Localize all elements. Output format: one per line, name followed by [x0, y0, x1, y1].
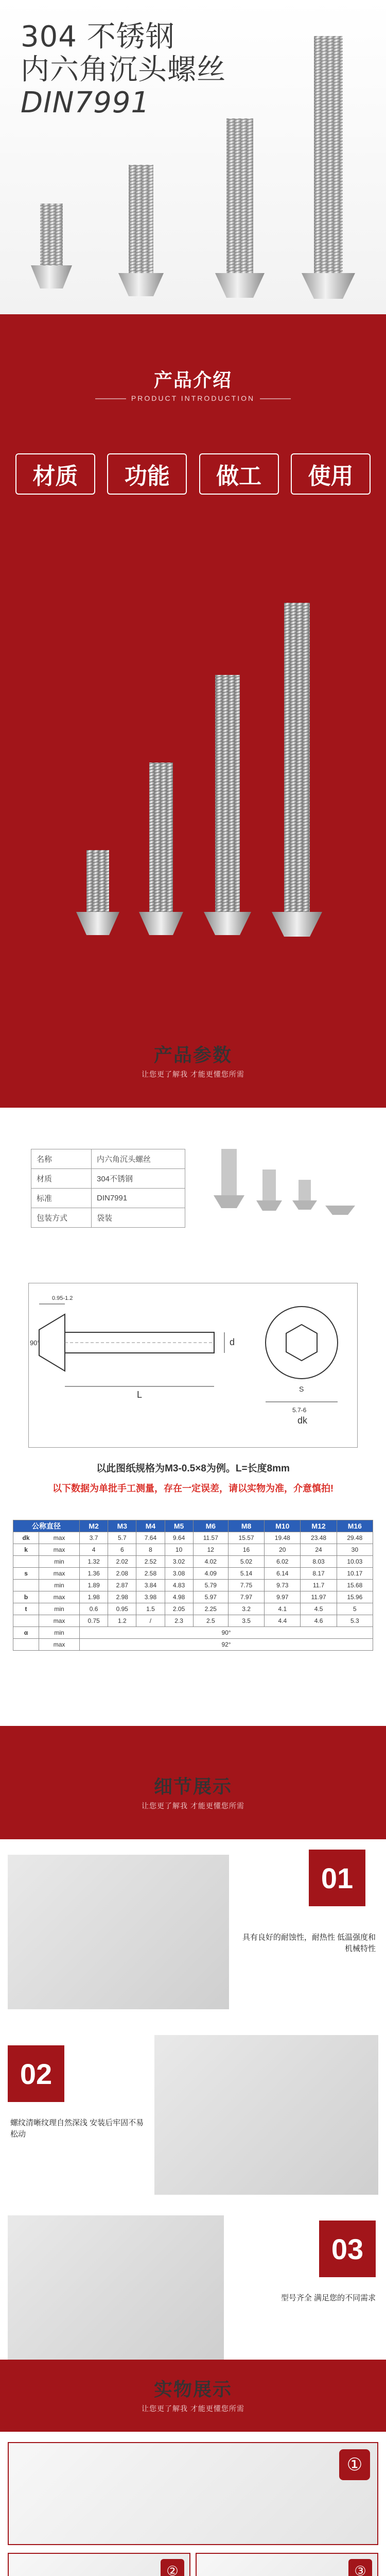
hero-line-3: DIN7991 [21, 86, 150, 120]
intro-section [0, 314, 386, 974]
detail-badge-2: 02 [8, 2045, 64, 2102]
spec-row: max 0.75 1.2 / 2.3 2.5 3.5 4.4 4.6 5.3 [13, 1615, 373, 1627]
real-photo-2 [8, 2553, 190, 2576]
details-title: 细节展示 [153, 1776, 232, 1797]
spec-row: min 1.89 2.87 3.84 4.83 5.79 7.75 9.73 11.7 15.68 [13, 1580, 373, 1591]
spec-table [13, 1520, 373, 1651]
real-section [0, 2360, 386, 2576]
detail-photo-2 [154, 2035, 378, 2195]
diagram-caption: 以此图纸规格为M3-0.5×8为例。L=长度8mm [96, 1463, 290, 1474]
screw-long-icon [215, 118, 265, 298]
spec-row: dk max 3.7 5.7 7.64 9.64 11.57 15.57 19.48 23.48 29.48 [13, 1532, 373, 1544]
detail-text-2: 螺纹清晰纹理自然深浅 安装后牢固不易松动 [10, 2119, 144, 2139]
hero-line-2: 内六角沉头螺丝 [21, 53, 226, 87]
info-row: 材质 304不锈钢 [31, 1169, 185, 1189]
spec-row: s max 1.36 2.08 2.58 3.08 4.09 5.14 6.14 8.17 10.17 [13, 1568, 373, 1580]
params-note: 让您更了解我 才能更懂您所需 [142, 1070, 244, 1078]
detail-text-3: 型号齐全 满足您的不同需求 [280, 2294, 376, 2302]
diagram-l-label: L [137, 1389, 143, 1400]
diagram-angle-label: 90° [30, 1339, 40, 1347]
diagram-s2-label: 5.7-6 [292, 1406, 307, 1414]
diagram-k-label: 0.95-1.2 [52, 1295, 73, 1301]
feature-material: 材质 [15, 453, 95, 495]
dimension-diagram [28, 1283, 358, 1448]
screws-hero-image [0, 0, 386, 314]
info-table [31, 1149, 185, 1228]
spec-row: α min 90° [13, 1627, 373, 1639]
real-mark-2: ② [161, 2559, 184, 2576]
spec-row: max 92° [13, 1639, 373, 1651]
details-header [0, 1772, 386, 1811]
real-title: 实物展示 [153, 2379, 232, 2400]
real-header [0, 2375, 386, 2414]
spec-row: k max 4 6 8 10 12 16 20 24 30 [13, 1544, 373, 1556]
real-mark-1: ① [339, 2449, 370, 2480]
detail-photo-1 [8, 1855, 229, 2009]
product-photo [206, 1139, 360, 1242]
feature-list [15, 453, 371, 495]
real-photo-3 [196, 2553, 378, 2576]
diagram-dk-label: dk [297, 1415, 308, 1426]
details-section [0, 1726, 386, 2360]
real-note: 让您更了解我 才能更懂您所需 [142, 2404, 244, 2413]
params-section [0, 974, 386, 1726]
spec-header-row: 公称直径 M2 M3 M4 M5 M6 M8 M10 M12 M16 [13, 1520, 373, 1532]
feature-function: 功能 [107, 453, 187, 495]
intro-header [0, 366, 386, 402]
diagram-s-label: S [299, 1385, 304, 1393]
real-mark-3: ③ [348, 2559, 372, 2576]
detail-badge-1: 01 [309, 1850, 365, 1906]
screw-longest-icon [302, 36, 355, 299]
spec-row: b max 1.98 2.98 3.98 4.98 5.97 7.97 9.97 11.97 15.96 [13, 1591, 373, 1603]
hero-line-1: 304 不锈钢 [21, 20, 175, 54]
detail-photo-3 [8, 2215, 224, 2360]
spec-row: t min 0.6 0.95 1.5 2.05 2.25 3.2 4.1 4.5 5 [13, 1603, 373, 1615]
intro-title: 产品介绍 [153, 369, 232, 391]
hero-section [0, 0, 386, 314]
screw-medium-icon [118, 165, 164, 296]
info-row: 名称 内六角沉头螺丝 [31, 1149, 185, 1169]
info-row: 包装方式 袋装 [31, 1208, 185, 1228]
measure-note: 以下数据为单批手工测量，存在一定误差，请以实物为准，介意慎拍! [52, 1483, 334, 1494]
detail-badge-3: 03 [319, 2221, 376, 2277]
screws-intro-image [0, 520, 386, 963]
diagram-d-label: d [230, 1337, 235, 1347]
details-note: 让您更了解我 才能更懂您所需 [142, 1802, 244, 1810]
feature-usage: 使用 [291, 453, 371, 495]
screw-short-icon [31, 204, 72, 289]
params-header [0, 1041, 386, 1079]
info-row: 标准 DIN7991 [31, 1189, 185, 1208]
feature-craft: 做工 [199, 453, 279, 495]
intro-subtitle: PRODUCT INTRODUCTION [131, 394, 255, 402]
detail-text-1: 具有良好的耐蚀性，耐热性 低温强度和机械特性 [242, 1933, 376, 1953]
spec-row: min 1.32 2.02 2.52 3.02 4.02 5.02 6.02 8.03 10.03 [13, 1556, 373, 1568]
params-title: 产品参数 [153, 1044, 232, 1065]
real-photo-1 [8, 2442, 378, 2545]
